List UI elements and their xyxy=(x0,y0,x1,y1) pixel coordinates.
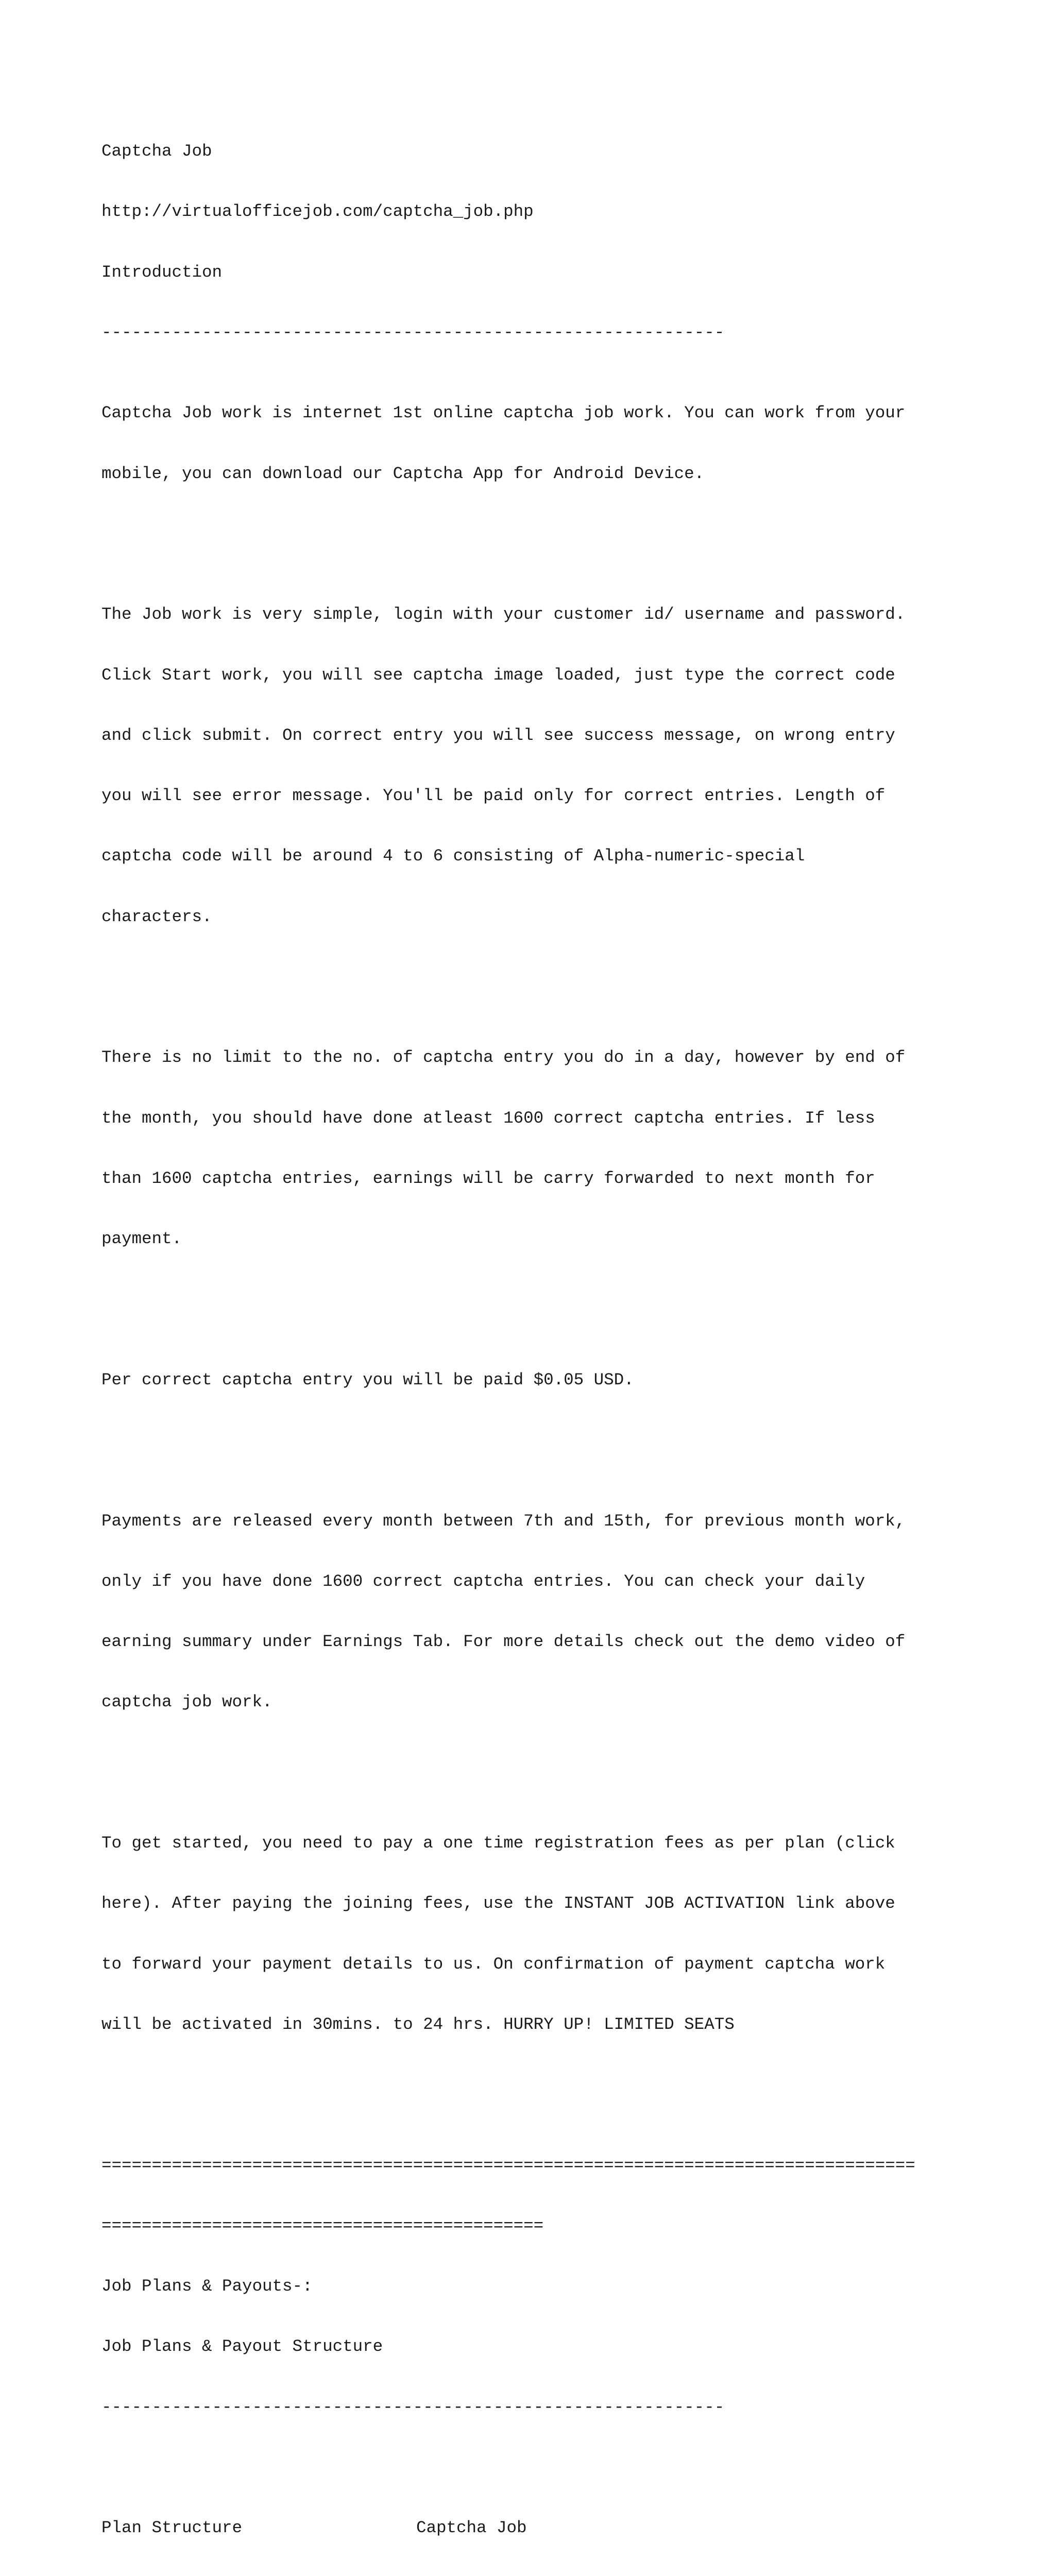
plan-row-value: Captcha Job xyxy=(416,2518,527,2538)
doc-title: Captcha Job xyxy=(101,142,212,161)
intro-p5-line: earning summary under Earnings Tab. For more details check out the demo video of xyxy=(101,1632,906,1652)
intro-p5-line: captcha job work. xyxy=(101,1692,273,1712)
spacer xyxy=(101,1290,977,1310)
intro-p6-line: to forward your payment details to us. On confirmation of payment captcha work xyxy=(101,1954,886,1974)
intro-p2-line: you will see error message. You'll be paid only for correct entries. Length of xyxy=(101,786,886,806)
intro-p6-line: here). After paying the joining fees, use the INSTANT JOB ACTIVATION link above xyxy=(101,1894,895,1913)
intro-heading: Introduction xyxy=(101,262,223,282)
eq-rule-long: ================================================================================= xyxy=(101,2156,915,2175)
plan-row xyxy=(101,2518,977,2538)
intro-p3-line: than 1600 captcha entries, earnings will be carry forwarded to next month for xyxy=(101,1168,875,1188)
intro-p3-line: the month, you should have done atleast 1600 correct captcha entries. If less xyxy=(101,1108,875,1128)
spacer xyxy=(101,524,977,544)
spacer xyxy=(101,2075,977,2095)
plans-subheading: Job Plans & Payout Structure xyxy=(101,2337,383,2357)
eq-rule-short: ============================================ xyxy=(101,2216,544,2235)
intro-p3-line: payment. xyxy=(101,1229,182,1249)
intro-p4-line: Per correct captcha entry you will be paid $0.05 USD. xyxy=(101,1370,634,1389)
plan-row-label: Plan Structure xyxy=(101,2518,243,2538)
intro-p2-line: Click Start work, you will see captcha image loaded, just type the correct code xyxy=(101,665,895,685)
dash-rule: -------------------------------------------------------------- xyxy=(101,323,725,343)
intro-p1-line: mobile, you can download our Captcha App for Android Device. xyxy=(101,464,705,483)
intro-p3-line: There is no limit to the no. of captcha entry you do in a day, however by end of xyxy=(101,1048,906,1067)
dash-rule: -------------------------------------------------------------- xyxy=(101,2397,725,2417)
intro-p2-line: characters. xyxy=(101,907,212,926)
intro-p2-line: and click submit. On correct entry you will see success message, on wrong entry xyxy=(101,725,895,745)
spacer xyxy=(101,1753,977,1773)
intro-p1-line: Captcha Job work is internet 1st online captcha job work. You can work from your xyxy=(101,403,906,423)
intro-p2-line: captcha code will be around 4 to 6 consisting of Alpha-numeric-special xyxy=(101,846,805,866)
intro-p6-line: To get started, you need to pay a one time registration fees as per plan (click xyxy=(101,1834,895,1853)
intro-p2-line: The Job work is very simple, login with your customer id/ username and password. xyxy=(101,605,906,624)
spacer xyxy=(101,1430,977,1450)
plans-heading: Job Plans & Payouts-: xyxy=(101,2277,313,2296)
intro-p6-line: will be activated in 30mins. to 24 hrs. HURRY UP! LIMITED SEATS xyxy=(101,2014,735,2034)
intro-p5-line: Payments are released every month between 7th and 15th, for previous month work, xyxy=(101,1511,906,1531)
doc-url: http://virtualofficejob.com/captcha_job.php xyxy=(101,202,534,222)
plan-table xyxy=(101,2478,977,2576)
intro-p5-line: only if you have done 1600 correct captcha entries. You can check your daily xyxy=(101,1571,865,1591)
document xyxy=(101,101,977,2576)
spacer xyxy=(101,967,977,987)
